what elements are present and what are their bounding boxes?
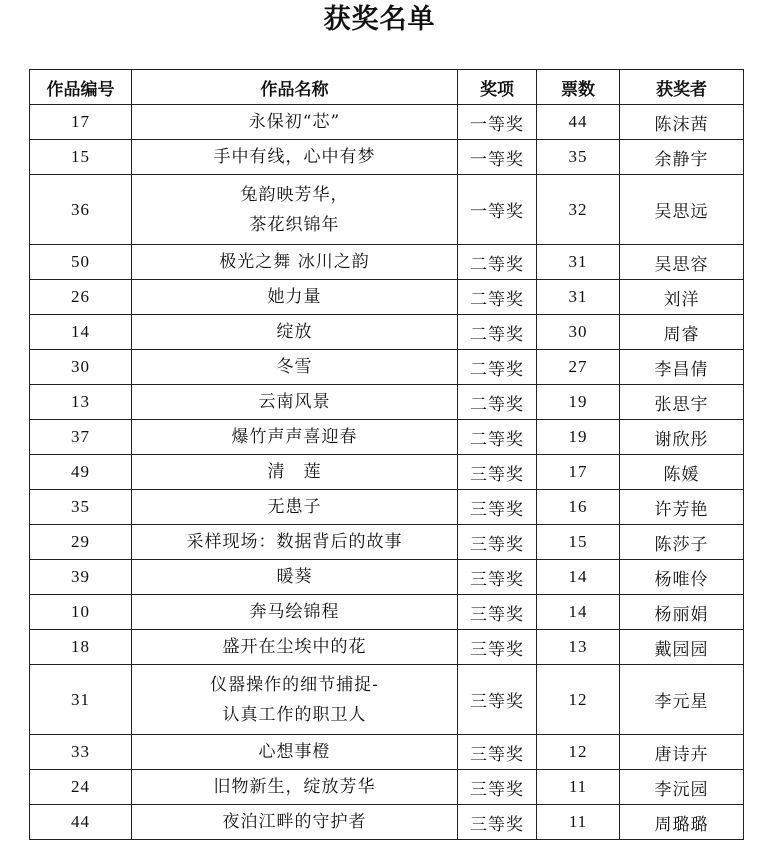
- cell-votes: 14: [537, 595, 620, 630]
- cell-award: 三等奖: [458, 560, 537, 595]
- cell-award: 二等奖: [458, 280, 537, 315]
- cell-work-id: 36: [30, 175, 132, 245]
- header-votes: 票数: [537, 70, 620, 105]
- work-title-line: 兔韵映芳华，: [240, 184, 349, 205]
- cell-work-id: 33: [30, 735, 132, 770]
- cell-winner: 刘洋: [620, 280, 744, 315]
- work-title-line: 冬雪: [276, 357, 313, 377]
- cell-votes: 14: [537, 560, 620, 595]
- table-row: [30, 805, 744, 840]
- cell-award: 二等奖: [458, 385, 537, 420]
- cell-work-title: [132, 105, 458, 140]
- cell-work-title: [132, 280, 458, 315]
- table-row: [30, 105, 744, 140]
- cell-award: 三等奖: [458, 630, 537, 665]
- work-title-line: 绽放: [276, 322, 313, 342]
- cell-work-id: 17: [30, 105, 132, 140]
- cell-work-title: [132, 490, 458, 525]
- work-title-line: 无患子: [267, 497, 322, 517]
- table-row: [30, 350, 744, 385]
- cell-work-title: [132, 140, 458, 175]
- work-title-line: 极光之舞 冰川之韵: [219, 252, 370, 272]
- cell-work-title: [132, 805, 458, 840]
- table-row: [30, 630, 744, 665]
- cell-work-id: 44: [30, 805, 132, 840]
- cell-award: 三等奖: [458, 735, 537, 770]
- table-body: [30, 105, 744, 840]
- cell-work-id: 39: [30, 560, 132, 595]
- cell-work-id: 14: [30, 315, 132, 350]
- table-row: [30, 665, 744, 735]
- cell-work-id: 35: [30, 490, 132, 525]
- cell-award: 三等奖: [458, 525, 537, 560]
- work-title-line: 夜泊江畔的守护者: [222, 812, 367, 832]
- table-row: [30, 560, 744, 595]
- cell-winner: 陈沫茜: [620, 105, 744, 140]
- cell-award: 三等奖: [458, 595, 537, 630]
- work-title-line: 爆竹声声喜迎春: [231, 427, 358, 447]
- cell-award: 三等奖: [458, 455, 537, 490]
- table-header-row: [30, 70, 744, 105]
- cell-winner: 杨唯伶: [620, 560, 744, 595]
- work-title-line: 奔马绘锦程: [249, 602, 340, 622]
- header-work-id: 作品编号: [30, 70, 132, 105]
- header-winner: 获奖者: [620, 70, 744, 105]
- cell-award: 二等奖: [458, 350, 537, 385]
- cell-work-id: 10: [30, 595, 132, 630]
- cell-work-title: [132, 455, 458, 490]
- cell-votes: 32: [537, 175, 620, 245]
- cell-winner: 许芳艳: [620, 490, 744, 525]
- table-row: [30, 595, 744, 630]
- header-work-title: 作品名称: [132, 70, 458, 105]
- work-title-line: 仪器操作的细节捕捉-: [210, 674, 379, 695]
- cell-award: 二等奖: [458, 420, 537, 455]
- cell-work-id: 13: [30, 385, 132, 420]
- cell-award: 三等奖: [458, 770, 537, 805]
- table-row: [30, 455, 744, 490]
- cell-award: 一等奖: [458, 140, 537, 175]
- cell-winner: 吴思远: [620, 175, 744, 245]
- cell-votes: 30: [537, 315, 620, 350]
- cell-award: 二等奖: [458, 315, 537, 350]
- cell-work-title: [132, 630, 458, 665]
- cell-work-title: [132, 175, 458, 245]
- page-title: 获奖名单: [323, 4, 436, 35]
- cell-work-id: 31: [30, 665, 132, 735]
- work-title-line: 永保初“芯”: [248, 112, 341, 132]
- cell-award: 一等奖: [458, 105, 537, 140]
- cell-votes: 31: [537, 245, 620, 280]
- cell-work-title: [132, 420, 458, 455]
- cell-winner: 周璐璐: [620, 805, 744, 840]
- work-title-line: 暖葵: [276, 567, 313, 587]
- work-title-line: 盛开在尘埃中的花: [222, 637, 367, 657]
- cell-votes: 31: [537, 280, 620, 315]
- table-row: [30, 245, 744, 280]
- cell-winner: 陈媛: [620, 455, 744, 490]
- work-title-line: 采样现场：数据背后的故事: [186, 532, 403, 552]
- cell-votes: 44: [537, 105, 620, 140]
- cell-winner: 杨丽娟: [620, 595, 744, 630]
- table-row: [30, 490, 744, 525]
- cell-votes: 19: [537, 385, 620, 420]
- cell-work-id: 50: [30, 245, 132, 280]
- cell-work-title: [132, 735, 458, 770]
- cell-winner: 李元星: [620, 665, 744, 735]
- cell-winner: 李昌倩: [620, 350, 744, 385]
- cell-work-id: 24: [30, 770, 132, 805]
- work-title-line: 云南风景: [258, 392, 331, 412]
- cell-work-title: [132, 385, 458, 420]
- cell-work-id: 26: [30, 280, 132, 315]
- table-row: [30, 315, 744, 350]
- awards-table: [29, 69, 744, 840]
- table-row: [30, 175, 744, 245]
- cell-votes: 11: [537, 805, 620, 840]
- cell-award: 一等奖: [458, 175, 537, 245]
- cell-votes: 19: [537, 420, 620, 455]
- table-row: [30, 735, 744, 770]
- table-row: [30, 140, 744, 175]
- cell-votes: 27: [537, 350, 620, 385]
- table-row: [30, 420, 744, 455]
- cell-work-title: [132, 525, 458, 560]
- work-title-line: 心想事橙: [258, 742, 331, 762]
- work-title-line: 认真工作的职卫人: [222, 704, 367, 725]
- work-title-line: 手中有线，心中有梦: [213, 147, 376, 167]
- cell-award: 三等奖: [458, 805, 537, 840]
- cell-work-id: 30: [30, 350, 132, 385]
- cell-work-id: 37: [30, 420, 132, 455]
- cell-winner: 陈莎子: [620, 525, 744, 560]
- table-row: [30, 280, 744, 315]
- cell-votes: 16: [537, 490, 620, 525]
- cell-work-id: 15: [30, 140, 132, 175]
- cell-work-title: [132, 350, 458, 385]
- cell-winner: 唐诗卉: [620, 735, 744, 770]
- cell-work-title: [132, 665, 458, 735]
- header-award: 奖项: [458, 70, 537, 105]
- cell-votes: 17: [537, 455, 620, 490]
- cell-work-id: 49: [30, 455, 132, 490]
- table-row: [30, 770, 744, 805]
- cell-work-title: [132, 245, 458, 280]
- cell-work-id: 18: [30, 630, 132, 665]
- cell-votes: 13: [537, 630, 620, 665]
- cell-winner: 张思宇: [620, 385, 744, 420]
- cell-votes: 15: [537, 525, 620, 560]
- cell-winner: 余静宇: [620, 140, 744, 175]
- cell-votes: 35: [537, 140, 620, 175]
- work-title-line: 她力量: [267, 287, 322, 307]
- table-row: [30, 385, 744, 420]
- cell-winner: 周睿: [620, 315, 744, 350]
- cell-winner: 吴思容: [620, 245, 744, 280]
- cell-award: 三等奖: [458, 665, 537, 735]
- cell-work-title: [132, 315, 458, 350]
- cell-winner: 戴园园: [620, 630, 744, 665]
- work-title-line: 旧物新生，绽放芳华: [213, 777, 376, 797]
- cell-award: 三等奖: [458, 490, 537, 525]
- cell-votes: 12: [537, 735, 620, 770]
- cell-work-title: [132, 595, 458, 630]
- cell-work-id: 29: [30, 525, 132, 560]
- cell-work-title: [132, 560, 458, 595]
- cell-winner: 谢欣彤: [620, 420, 744, 455]
- work-title-line: 清 莲: [267, 462, 322, 482]
- cell-votes: 11: [537, 770, 620, 805]
- cell-award: 二等奖: [458, 245, 537, 280]
- cell-winner: 李沅园: [620, 770, 744, 805]
- table-row: [30, 525, 744, 560]
- cell-votes: 12: [537, 665, 620, 735]
- work-title-line: 茶花织锦年: [249, 214, 340, 235]
- cell-work-title: [132, 770, 458, 805]
